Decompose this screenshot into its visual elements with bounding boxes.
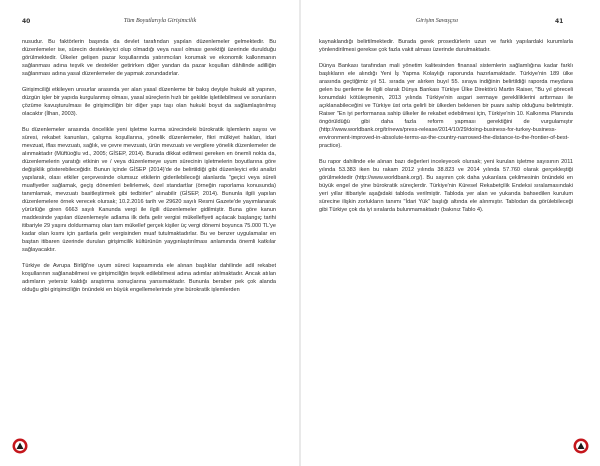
paragraph: Türkiye de Avrupa Birliği'ne uyum süreci kapsamında ele alınan başlıklar dahilinde adil rekabet koşullarının sağlanabilmesi ve girişimciliğin teşvik edilebilmesi adına adımlar atılmaktadır. Ancak atılan adımların yetersiz kaldığı araştırma sonuçlarına yansımaktadır. Bununla beraber pek çok alanda olduğu gibi girişimciliğin önündeki en büyük engellemelerinde yine bürokratik işlemlerden (22, 263, 276, 293)
right-page (301, 0, 600, 466)
left-page-number: 40 (22, 18, 31, 25)
paragraph: Bu rapor dahilinde ele alınan bazı değerleri inceleyecek olursak; yeni kurulan işletme sayısının 2011 yılında 53.383 iken bu rakam 2012 yılında 38.823 ve 2014 yılında 57.760 olarak gerçekleştiği görülmektedir (http://www.worldbank.org/). Bu sayının çok daha yukarılara çekilmesinin önündeki en büyük engel de yine bürokratik süreçlerdir. Türkiye'nin Küresel Rekabetçilik Endeksi sıralamasındaki yeri yıllar itibariyle aşağıdaki tabloda verilmiştir. Tabloda yer alan ve yukarıda bahsedilen kurulum sürecine ilişkin zorlukların tanımı "İdari Yük" başlığı altında ele alınmıştır. Tablodan da görülebileceği gibi Türkiye çok da iyi sıralarda bulunmamaktadır (bakınız Tablo 4). (319, 159, 573, 213)
paragraph: nusudur. Bu faktörlerin başında da devlet tarafından yapılan düzenlemeler gelmektedir. Bu düzenlemeler ise, sürecin destekleyici olup olmadığı veya nasıl olması gerektiği üzerinde durulduğu görülmektedir. Ülkeler gelişen pazar koşullarında yatırımcıları korumak ve ekonomik kalkınmanın sağlanması adına teşvik ve destekler getirirken diğer yandan da pazar koşulları dâhilinde adilliğin sağlanması adına yasal düzenlemeler de yapmak zorundadırlar. (22, 39, 276, 77)
paragraph: Dünya Bankası tarafından mali yönetim kalitesinden finansal sistemlerin sağlamlığına kadar farklı başlıkların ele alındığı Yeni İş Yapma Kolaylığı raporunda hazırlamaktadır. Türkiye'nin 189 ülke arasında geçtiğimiz yıl 51. sırada yer alırken buyıl 55. sıraya indiğinin belirtildiği raporda meydana gelen bu gerileme ile ilgili olarak Dünya Bankası Türkiye Ülke Direktörü Martin Raiser, "Bu yıl göreceli konumdaki kötüleşmenin, 2013 yılında Türkiye'nin asgari sermaye gerekliliklerini arttırması ile açıklanabileceğini ve Türkiye üst orta gelirli bir ülkeden beklenen bir puanı sahip olduğunu belirtmiştir. Raiser "En iyi performansa sahip ülkeler ile rekabet edebilmesi için, Türkiye'nin 10. Kalkınma Planında öngörüldüğü gibi daha fazla reform yapması gerektiğini de vurgulamıştır (http://www.worldbank.org/tr/news/press-release/2014/10/29/doing-business-for-turkey-business-environment-improved-in-absolute-terms-as-the-country-narrowed-the-distance-to-the-frontier-of-best-practice). (319, 63, 573, 149)
right-running-title: Girişim Savaşçısı (415, 18, 459, 24)
paragraph: kaynaklandığı belirtilmektedir. Burada gerek prosedürlerin uzun ve farklı yapılardaki kurumlarla yönlendirilmesi gerekse çok fazla vakit alması üzerinde durulmaktadır. (319, 39, 573, 53)
publisher-logo-icon (12, 438, 28, 454)
publisher-logo-icon (573, 438, 589, 454)
right-page-body (319, 38, 573, 222)
left-page-body (22, 38, 276, 302)
paragraph: Girişimciliği etkileyen unsurlar arasında yer alan yasal düzenleme bir bakış deyişle hukuki alt yapının, düzgün işler bir yapıda kurgulanmış olması, yasal süreçlerin hızlı bir şekilde işletilebilmesi ve sorunların çözüme kavuşturulması ile girişimciliğin bir diğer yapı taşı olan hukuki boyut da sağlamlaştırılmış olacaktır (İlhan, 2003). (22, 87, 276, 117)
paragraph: Bu düzenlemeler arasında öncelikle yeni işletme kurma sürecindeki bürokratik işlemlerin sayısı ve süresi, rekabet kanunları, çalışma koşullarına, yönelik düzenlemeler, fikri mülkiyet hakları, idari mevzuat, iflas mevzuatı, sağlık, ve çevre mevzuatı, ürün mevzuatı ve vergilere yönelik düzenlemeler de alınmaktadır (Müftüoğlu vd., 2005; GİSEP, 2014). Burada dikkat edilmesi gereken en önemli nokta da, düzenlemelerin yaratığı etkinin ve / veya düzenlemeye uyum sürecinin işletmelerin boyutlarına göre değişiklik gösterebileceğidir. Bunun içinde GİSEP (2014)'de de belirtildiği gibi düzenleyici etki analizi yapılarak, olası etkiler çerçevesinde olumsuz etkilerin giderilebileceği alanlarda "geçici veya süreli muafiyetler sağlamak, geçiş dönemleri belirlemek, özel standartlar (örneğin raporlama konusunda) tanımlamak, mevzuatı basitleştirmek gibi tedbirler" alınabilir (GİSEP, 2014). Bununla ilgili yapılan düzenlemelere örnek verecek olursak; 10.2.2016 tarih ve 29620 sayılı Resmi Gazete'de yayımlanarak yürürlüğe giren 6663 sayılı Kanunda vergi ile ilgili düzenlemeler gidilmiştir. Buna göre kanun maddesinde yapılan düzenlemeyle adlama ilk defa gelir vergisi mükellefiyeti açılacak başlangıç tarihi itibariyle 29 yaşını doldurmamış olan tam mükellef gerçek kişiler üç vergi dönemi boyunca 75.000 TL'ye kadar olan kısmı için şartlarla gelir vergisinden muaf tutulmaktadırlar. Bu ve benzer uygulamalar en baştan itibaren üzerinde durulan girişimcilik kültürünün yaygınlaştırılması anlamında önemli katkılar sağlayacaktır. (22, 127, 276, 253)
left-running-title: Tüm Boyutlarıyla Girişimcilik (123, 18, 197, 24)
right-page-number: 41 (555, 18, 564, 25)
